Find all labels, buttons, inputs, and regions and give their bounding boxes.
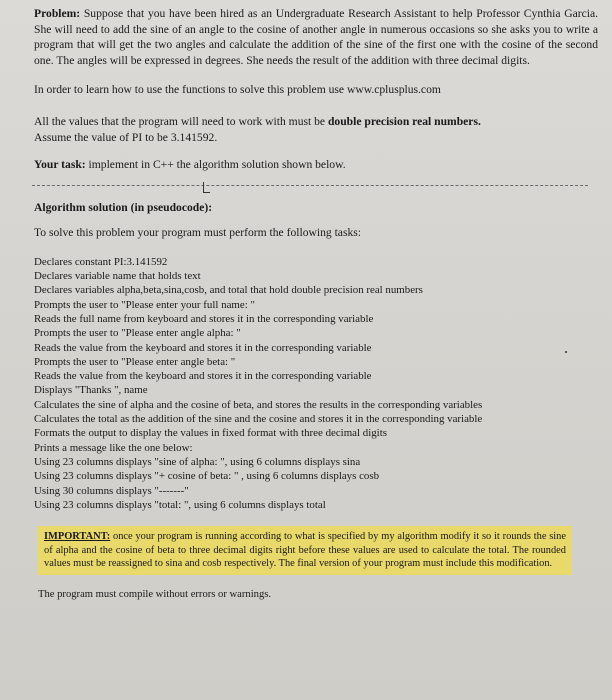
task-paragraph — [34, 157, 598, 173]
step-item: Prompts the user to "Please enter angle alpha: " — [34, 327, 241, 340]
values-paragraph — [34, 114, 598, 145]
learn-paragraph: In order to learn how to use the functions to solve this problem use www.cplusplus.com — [34, 83, 441, 97]
step-item: Prints a message like the one below: — [34, 441, 193, 454]
algorithm-steps — [34, 255, 598, 512]
step-item: Prompts the user to "Please enter angle beta: " — [34, 355, 236, 368]
values-pi-line: Assume the value of PI to be 3.141592. — [34, 130, 218, 144]
step-item: Using 23 columns displays "+ cosine of beta: " , using 6 columns displays cosb — [34, 470, 380, 483]
problem-label: Problem: — [34, 7, 81, 20]
step-item: Reads the value from the keyboard and stores it in the corresponding variable — [34, 341, 372, 354]
step-item: Using 23 columns displays "total: ", using 6 columns displays total — [34, 498, 326, 511]
important-label: IMPORTANT: — [44, 531, 111, 543]
step-item: Using 23 columns displays "sine of alpha: ", using 6 columns displays sina — [34, 455, 361, 468]
values-prefix: All the values that the program will need to work with must be — [34, 114, 328, 128]
step-item: Reads the full name from keyboard and stores it in the corresponding variable — [34, 312, 374, 325]
important-note — [38, 526, 572, 575]
step-item: Formats the output to display the values in fixed format with three decimal digits — [34, 427, 387, 440]
task-text: implement in C++ the algorithm solution shown below. — [85, 158, 346, 172]
step-item: Declares variables alpha,beta,sina,cosb, and total that hold double precision real numbers — [34, 284, 423, 297]
compile-note: The program must compile without errors or warnings. — [38, 588, 272, 600]
step-item: Declares constant PI:3.141592 — [34, 255, 168, 268]
values-bold: double precision real numbers. — [327, 114, 481, 128]
step-item: Declares variable name that holds text — [34, 270, 201, 283]
text-cursor-icon — [203, 182, 210, 193]
task-label: Your task: — [34, 158, 86, 172]
step-item: Calculates the total as the addition of the sine and the cosine and stores it in the corresponding variable — [34, 413, 483, 426]
problem-text: Suppose that you have been hired as an Undergraduate Research Assistant to help Professor Cynthia Garcia. She will need to add the sine of an angle to the cosine of another angle in numerous occasions so she asks you to write a program that will get the two angles and calculate the addition of the sine of the first one with the cosine of the second one. The angles will be expressed in degrees. She needs the result of the addition with three decimal digits. — [34, 7, 598, 67]
step-item: Displays "Thanks ", name — [34, 384, 148, 397]
step-item: Prompts the user to "Please enter your full name: " — [34, 298, 255, 311]
step-item: Using 30 columns displays "-------" — [34, 484, 189, 497]
dashed-divider — [32, 185, 588, 186]
step-item: Calculates the sine of alpha and the cosine of beta, and stores the results in the corresponding variables — [34, 398, 483, 411]
step-item: Reads the value from the keyboard and stores it in the corresponding variable — [34, 370, 372, 383]
algorithm-title: Algorithm solution (in pseudocode): — [34, 200, 213, 214]
algorithm-intro: To solve this problem your program must perform the following tasks: — [34, 225, 361, 239]
problem-paragraph — [34, 6, 598, 68]
important-text: once your program is running according to what is specified by my algorithm modify it so it rounds the sine of alpha and the cosine of beta to three decimal digits right before these values are used to calculate the total. The rounded values must be reassigned to sina and cosb respectively. The final version of your program must include this modification. — [44, 531, 566, 570]
stray-dot — [565, 351, 567, 353]
